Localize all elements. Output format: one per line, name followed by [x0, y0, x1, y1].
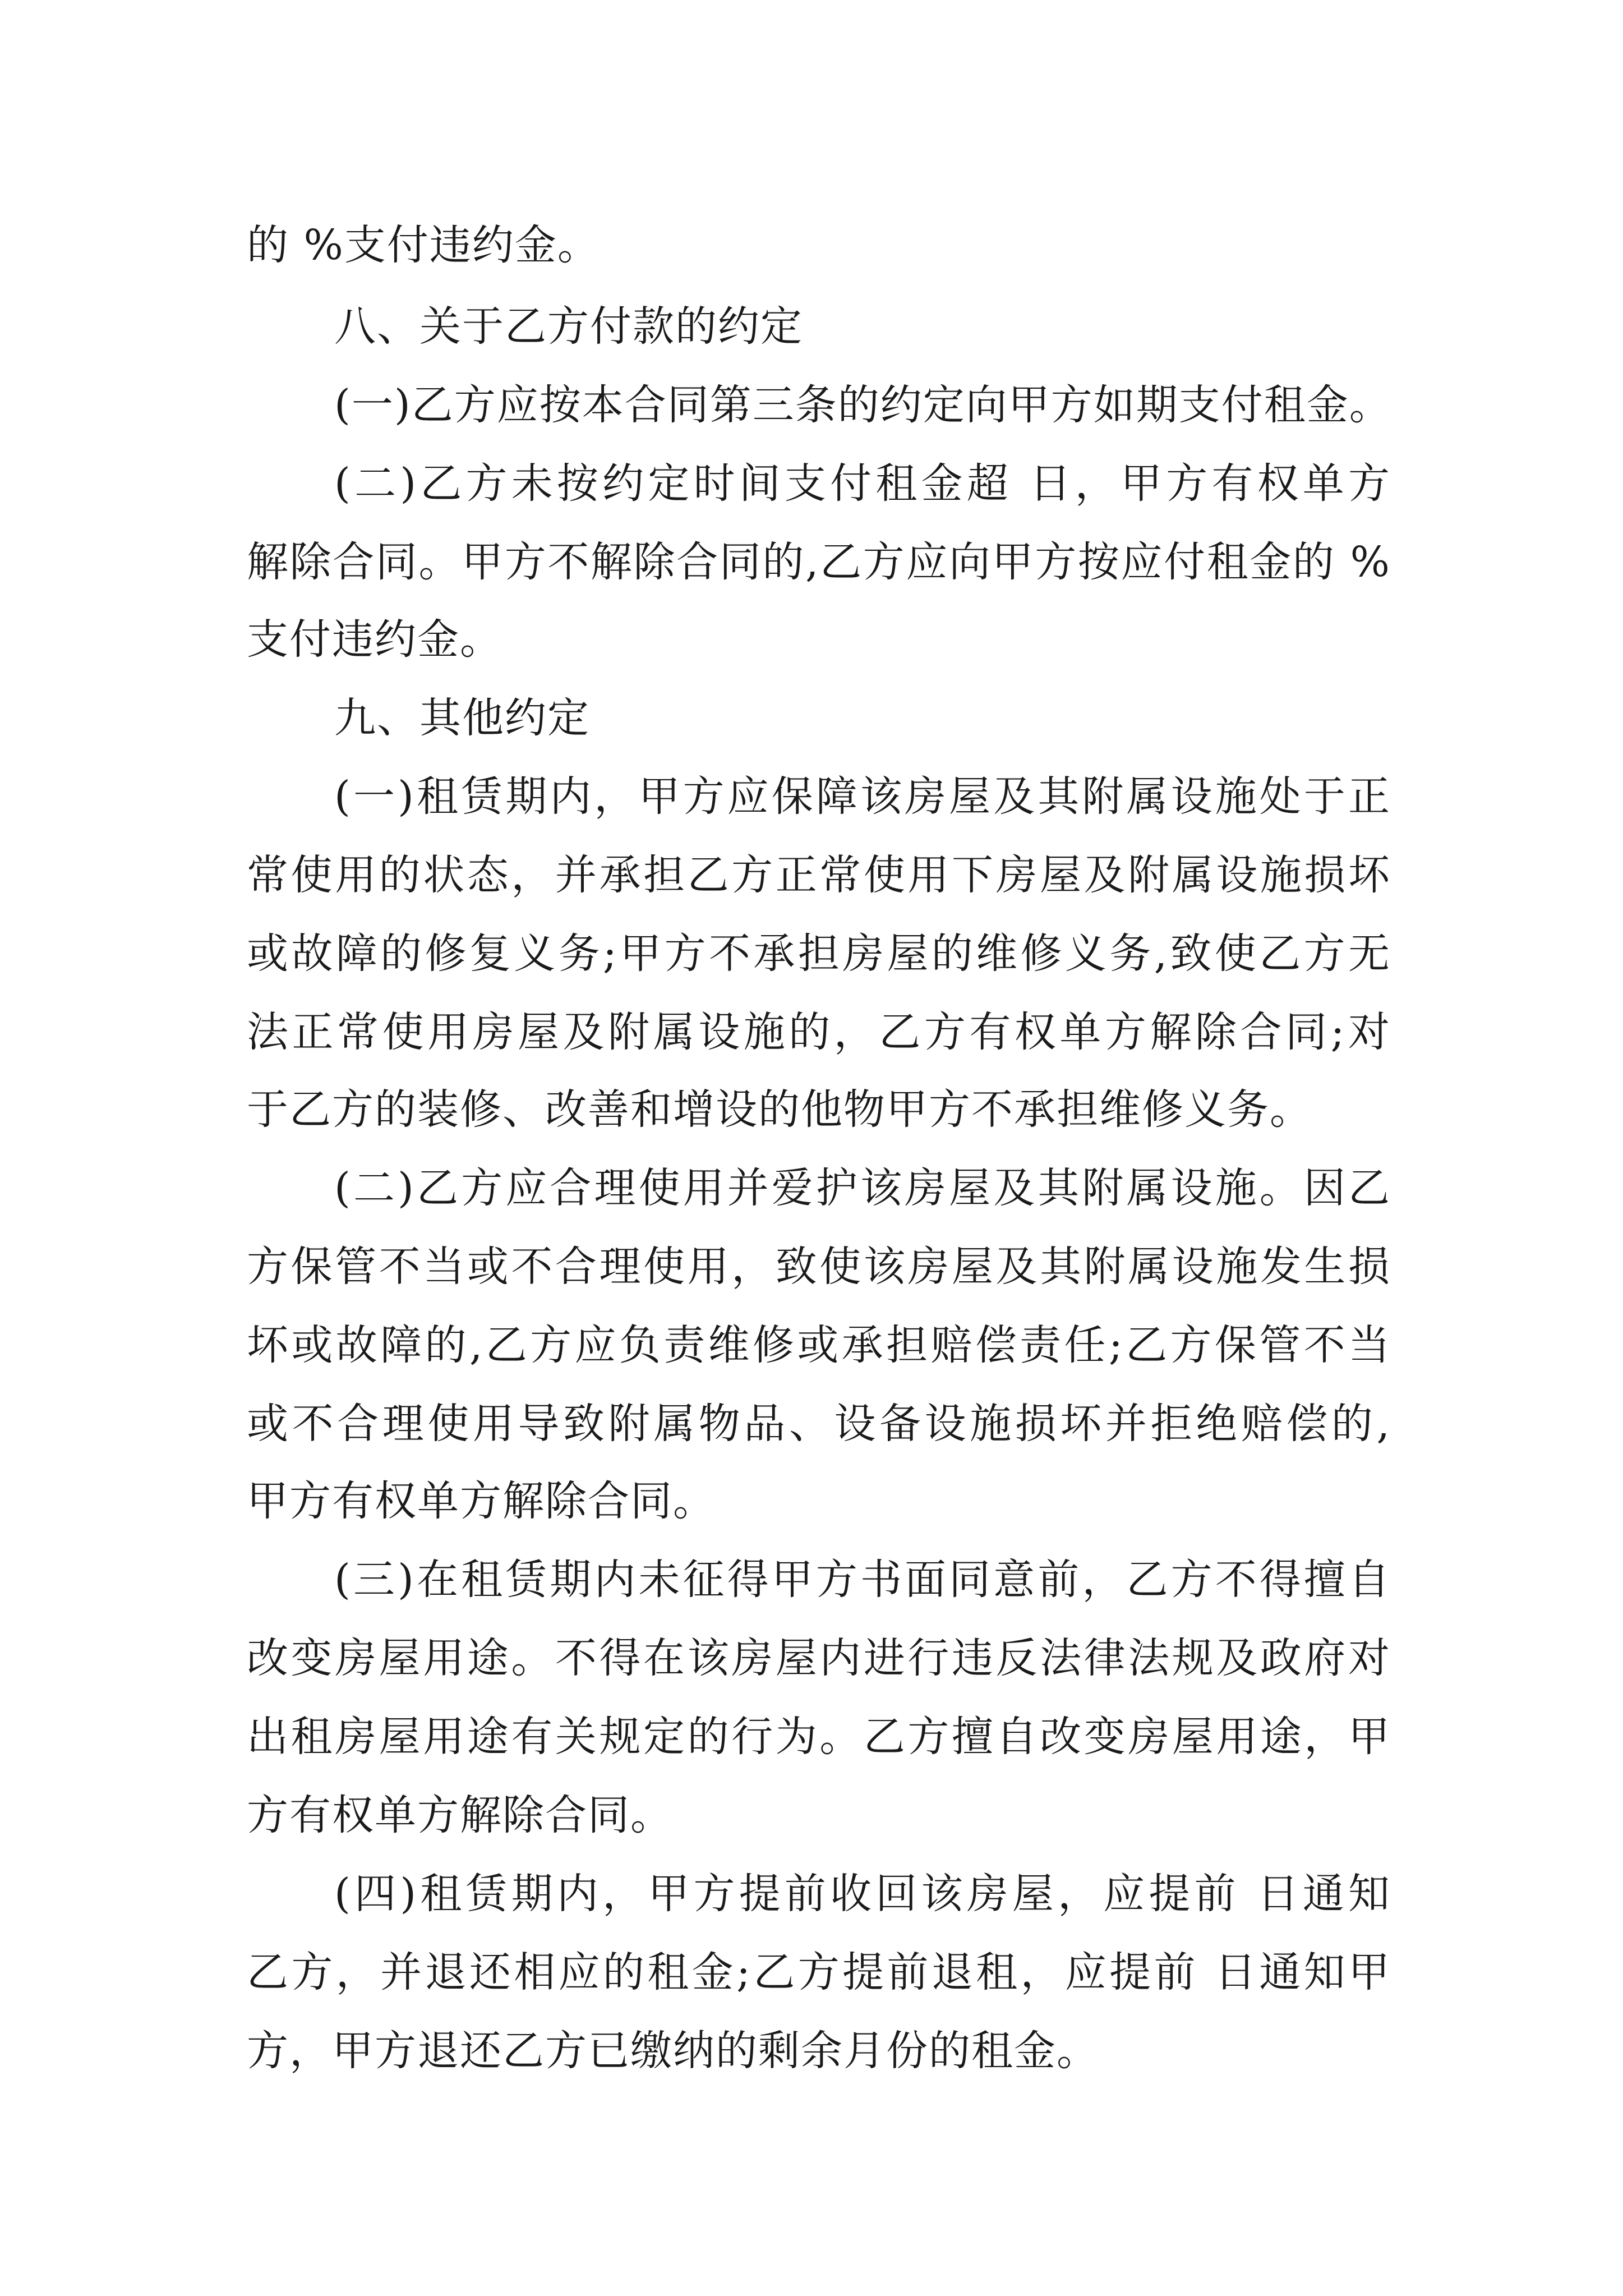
text-line: 方保管不当或不合理使用，致使该房屋及其附属设施发生损: [247, 1243, 1391, 1291]
text-line: 乙方，并退还相应的租金;乙方提前退租，应提前 日通知甲: [247, 1948, 1391, 1996]
text-line: 或不合理使用导致附属物品、设备设施损坏并拒绝赔偿的,: [247, 1400, 1391, 1448]
text-line: 出租房屋用途有关规定的行为。乙方擅自改变房屋用途，甲: [247, 1713, 1391, 1761]
text-line: 方，甲方退还乙方已缴纳的剩余月份的租金。: [247, 2027, 1099, 2075]
text-line: (一)租赁期内，甲方应保障该房屋及其附属设施处于正: [334, 772, 1391, 821]
text-line: 支付违约金。: [247, 615, 502, 664]
text-line: (二)乙方未按约定时间支付租金超 日，甲方有权单方: [334, 459, 1391, 508]
text-line: 解除合同。甲方不解除合同的,乙方应向甲方按应付租金的 %: [247, 538, 1391, 586]
text-line: 常使用的状态，并承担乙方正常使用下房屋及附属设施损坏: [247, 851, 1391, 899]
text-line: 甲方有权单方解除合同。: [247, 1477, 716, 1525]
text-line: 改变房屋用途。不得在该房屋内进行违反法律法规及政府对: [247, 1634, 1391, 1682]
text-line: (三)在租赁期内未征得甲方书面同意前，乙方不得擅自: [334, 1556, 1391, 1604]
text-line: 坏或故障的,乙方应负责维修或承担赔偿责任;乙方保管不当: [247, 1321, 1391, 1369]
text-line: (四)租赁期内，甲方提前收回该房屋，应提前 日通知: [334, 1870, 1391, 1918]
text-line: (一)乙方应按本合同第三条的约定向甲方如期支付租金。: [334, 381, 1392, 429]
section-heading: 八、关于乙方付款的约定: [334, 302, 803, 351]
text-line: 的 %支付违约金。: [247, 221, 600, 269]
text-line: 于乙方的装修、改善和增设的他物甲方不承担维修义务。: [247, 1085, 1312, 1134]
text-line: 或故障的修复义务;甲方不承担房屋的维修义务,致使乙方无: [247, 930, 1391, 978]
text-line: (二)乙方应合理使用并爱护该房屋及其附属设施。因乙: [334, 1164, 1391, 1212]
text-line: 方有权单方解除合同。: [247, 1791, 673, 1839]
section-heading: 九、其他约定: [334, 694, 590, 742]
text-line: 法正常使用房屋及附属设施的，乙方有权单方解除合同;对: [247, 1008, 1391, 1056]
